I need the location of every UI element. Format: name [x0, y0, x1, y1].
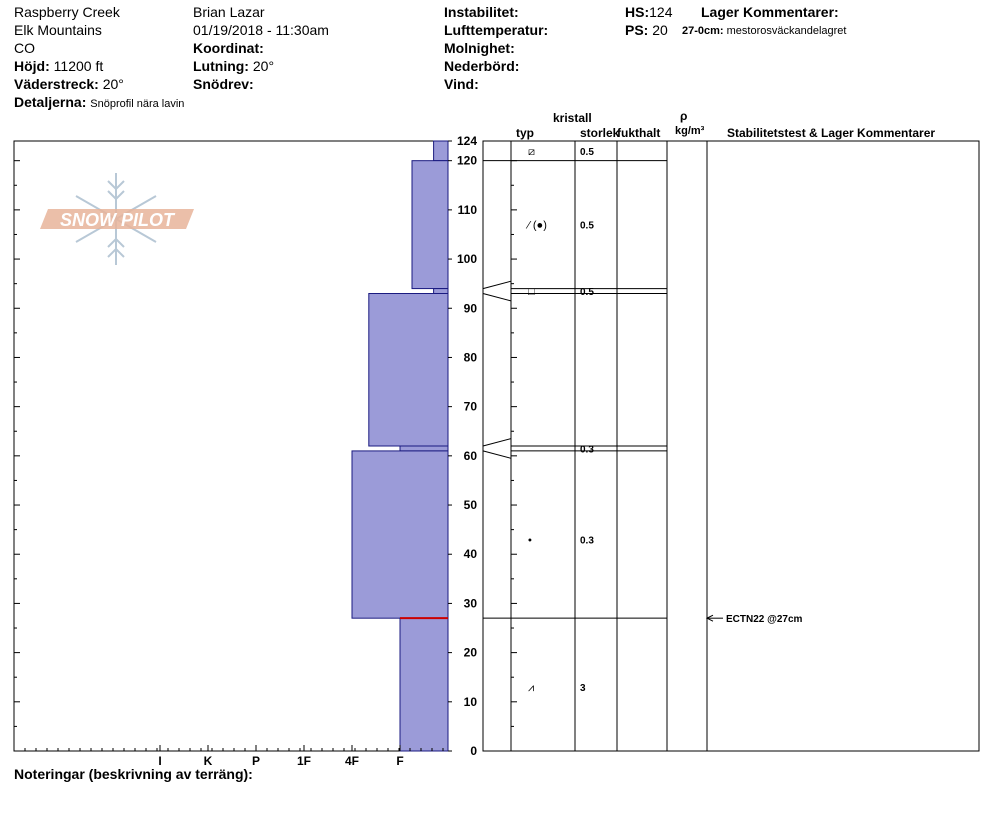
hardness-tick-label: K: [203, 754, 213, 768]
y-tick-label: 90: [463, 301, 477, 316]
y-tick-label: 110: [457, 202, 477, 217]
hs-value: 124: [649, 4, 673, 20]
crystal-size: 3: [580, 683, 586, 695]
crystal-size: 0.5: [580, 220, 594, 232]
col-type: typ: [516, 126, 534, 140]
slope-value: 20°: [252, 58, 275, 74]
crystal-size: 0.5: [580, 287, 594, 299]
hardness-layer-bar: [400, 446, 448, 451]
layer-connector: [483, 451, 511, 458]
hardness-layer-bar: [400, 618, 448, 751]
crystal-type-symbol: •: [528, 534, 532, 547]
y-tick-label: 124: [456, 134, 477, 148]
hardness-tick-label: 4F: [344, 754, 360, 768]
col-stability: Stabilitetstest & Lager Kommentarer: [727, 126, 936, 140]
y-tick-label: 20: [463, 645, 477, 660]
layer-comment-range: 27-0cm:: [682, 25, 724, 37]
air-temp-label: Lufttemperatur:: [444, 22, 549, 38]
drift-label: Snödrev:: [193, 76, 254, 92]
hs-label: HS:: [625, 4, 650, 20]
details-label: Detaljerna:: [14, 94, 87, 110]
sky-label: Molnighet:: [444, 40, 515, 56]
hardness-tick-label: 1F: [296, 754, 312, 768]
layer-connector: [483, 294, 511, 301]
notes-label: Noteringar (beskrivning av terräng):: [14, 766, 253, 782]
ps-label: PS:: [625, 22, 649, 38]
crystal-type-symbol: ⁄ (●): [528, 219, 547, 232]
y-tick-label: 60: [463, 448, 477, 463]
instability-label: Instabilitet:: [444, 4, 519, 20]
stability-test-label: ECTN22 @27cm: [726, 614, 803, 626]
y-tick-label: 10: [463, 694, 477, 709]
state: CO: [14, 40, 35, 56]
crystal-type-symbol: ⩘: [528, 682, 535, 695]
aspect-value: 20°: [102, 76, 124, 92]
logo-text: SNOW PILOT: [60, 210, 174, 230]
crystal-size: 0.3: [580, 444, 594, 456]
hardness-layer-bar: [434, 289, 448, 294]
hardness-tick-label: F: [396, 754, 404, 768]
details-value: Snöprofil nära lavin: [90, 98, 185, 110]
col-moisture: fukthalt: [617, 126, 661, 140]
wind-label: Vind:: [444, 76, 479, 92]
layer-connector: [483, 281, 511, 288]
hardness-tick-label: I: [158, 754, 162, 768]
mountain-range: Elk Mountains: [14, 22, 102, 38]
y-tick-label: 30: [463, 596, 477, 611]
hardness-layer-bar: [434, 141, 448, 161]
col-density-unit: kg/m³: [675, 125, 705, 137]
location-name: Raspberry Creek: [14, 4, 120, 20]
col-crystal: kristall: [553, 111, 592, 125]
y-tick-label: 0: [470, 744, 477, 758]
snowpilot-logo: [40, 173, 194, 265]
datetime: 01/19/2018 - 11:30am: [193, 22, 329, 38]
coord-label: Koordinat:: [193, 40, 264, 56]
layer-comment-text: mestorosväckandelagret: [726, 25, 847, 37]
precip-label: Nederbörd:: [444, 58, 520, 74]
aspect-label: Väderstreck:: [14, 76, 99, 92]
crystal-type-symbol: □: [528, 286, 535, 299]
hardness-tick-label: P: [251, 754, 261, 768]
elevation-value: 11200 ft: [53, 58, 104, 74]
layer-comments-label: Lager Kommentarer:: [701, 4, 839, 20]
observer: Brian Lazar: [193, 4, 265, 20]
y-tick-label: 100: [456, 252, 477, 267]
y-tick-label: 120: [456, 153, 477, 168]
hardness-layer-bar: [369, 294, 448, 447]
hardness-layer-bar: [412, 161, 448, 289]
ps-value: 20: [652, 22, 668, 38]
hardness-layer-bar: [352, 451, 448, 618]
crystal-type-symbol: ⧄: [528, 145, 535, 158]
crystal-size: 0.3: [580, 535, 594, 547]
slope-label: Lutning:: [193, 58, 249, 74]
crystal-size: 0.5: [580, 146, 594, 158]
col-size: storlek: [580, 126, 620, 140]
y-tick-label: 50: [463, 498, 477, 513]
layer-connector: [483, 439, 511, 446]
y-tick-label: 40: [463, 547, 477, 562]
col-rho: ρ: [680, 109, 688, 123]
elevation-label: Höjd:: [14, 58, 50, 74]
y-tick-label: 80: [463, 350, 477, 365]
y-tick-label: 70: [463, 399, 477, 414]
